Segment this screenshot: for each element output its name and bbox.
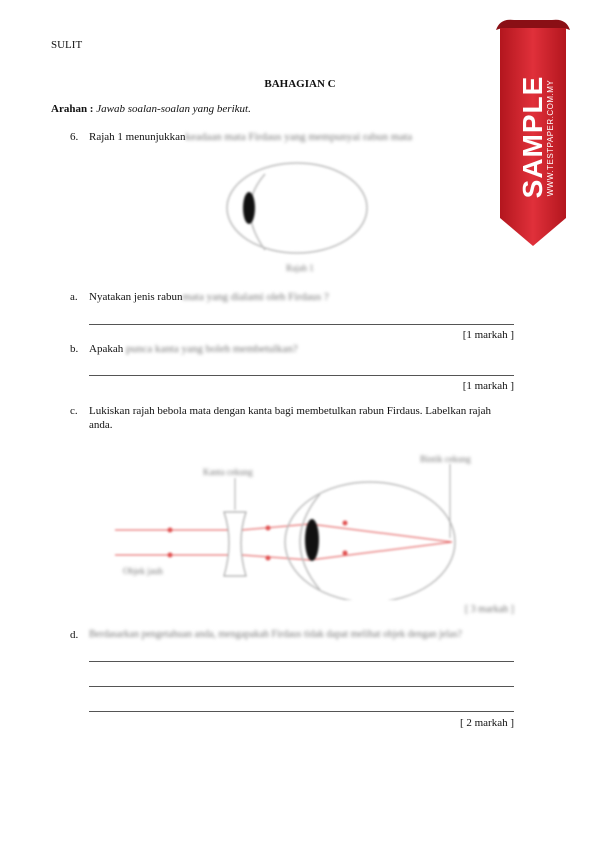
qb-answer-line[interactable] [89, 375, 514, 376]
qb-letter: b. [70, 343, 79, 355]
qd-letter: d. [70, 629, 79, 641]
qb-marks: [1 markah ] [462, 380, 514, 392]
q6-intro [89, 131, 412, 143]
q6-intro-blurred: keadaan mata Firdaus yang mempunyai rabun mata [185, 131, 413, 143]
instruction-text: Jawab soalan-soalan yang berikut. [96, 103, 251, 115]
qb-text-blurred: punca kanta yang boleh membetulkan? [125, 343, 298, 355]
q6-intro-visible: Rajah 1 menunjukkan [89, 131, 186, 143]
qa-text [89, 291, 329, 303]
qc-label-lens: Kanta cekung [203, 467, 253, 477]
qc-text-line2: anda. [89, 419, 113, 431]
ribbon-title: SAMPLE [517, 75, 548, 199]
qc-label-light: Objek jauh [123, 566, 163, 576]
section-title: BAHAGIAN C [264, 78, 336, 90]
ribbon-site: WWW.TESTPAPER.COM.MY [546, 79, 555, 197]
qd-answer-line-1[interactable] [89, 661, 514, 662]
qc-marks: [ 3 markah ] [464, 604, 514, 615]
qb-text-visible: Apakah [89, 343, 124, 355]
eye-lens-correction-diagram [110, 450, 470, 600]
instruction-label: Arahan : [51, 103, 94, 115]
figure-1-caption: Rajah 1 [286, 263, 314, 273]
qa-answer-line[interactable] [89, 324, 514, 325]
qd-marks: [ 2 markah ] [459, 717, 514, 729]
instruction [51, 103, 251, 115]
qa-letter: a. [70, 291, 78, 303]
qb-text [89, 343, 298, 355]
qd-answer-line-3[interactable] [89, 711, 514, 712]
qa-text-visible: Nyatakan jenis rabun [89, 291, 183, 303]
sample-ribbon-watermark [496, 18, 570, 248]
header-sulit: SULIT [51, 39, 83, 51]
qd-text: Berdasarkan pengetahuan anda, mengapakah Firdaus tidak dapat melihat objek dengan jelas? [89, 629, 462, 640]
qa-text-blurred: mata yang dialami oleh Firdaus ? [182, 291, 329, 303]
qc-label-retina: Bintik cekung [420, 454, 471, 464]
qc-letter: c. [70, 405, 78, 417]
qa-marks: [1 markah ] [462, 329, 514, 341]
eye-diagram-figure-1 [215, 160, 385, 265]
qd-answer-line-2[interactable] [89, 686, 514, 687]
qc-text-line1: Lukiskan rajah bebola mata dengan kanta bagi membetulkan rabun Firdaus. Labelkan rajah [89, 405, 491, 417]
q6-number: 6. [70, 131, 79, 143]
